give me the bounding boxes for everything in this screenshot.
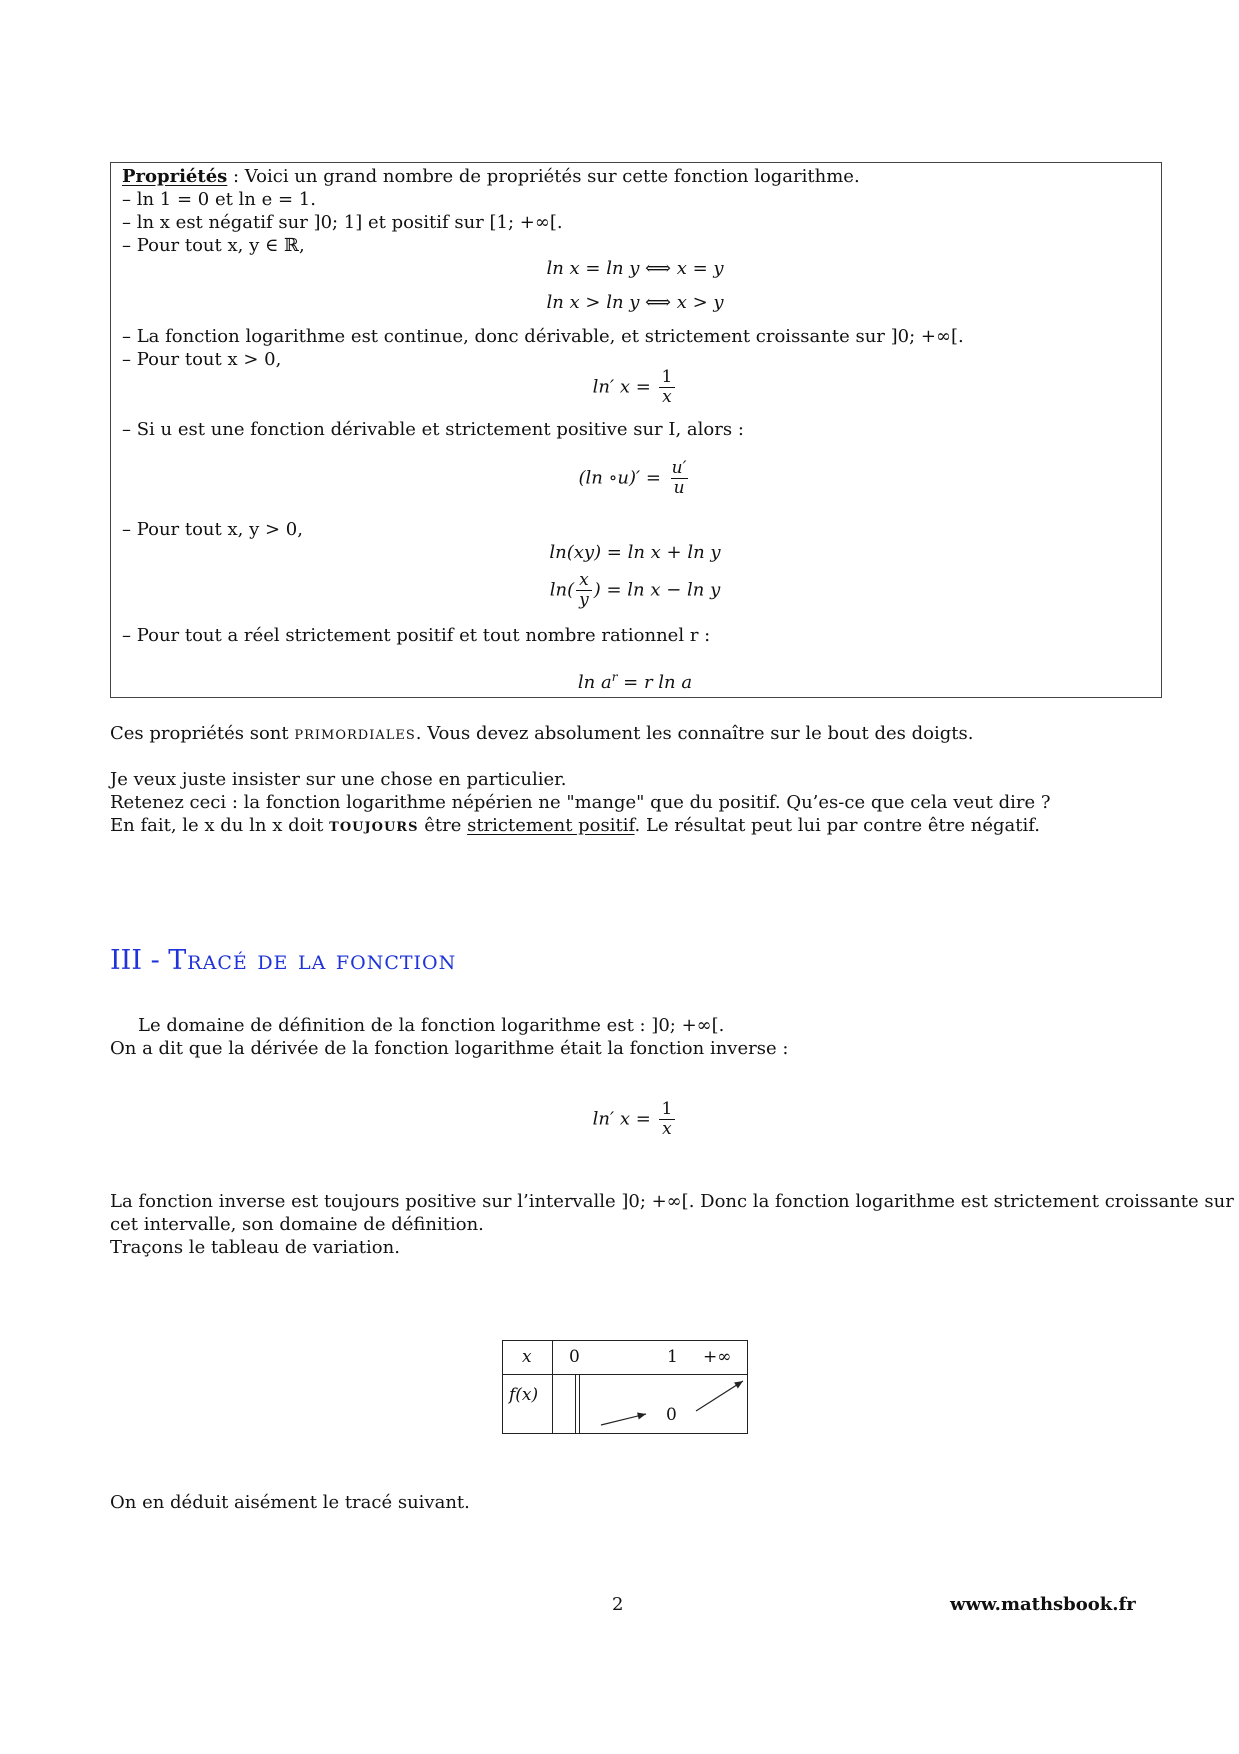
equation-derivative [110,368,1160,407]
equation-power-base: ln a [577,672,612,693]
emphasis-word: toujours [329,815,419,836]
equation-ln-greater: ln x > ln y ⟺ x > y [546,292,724,313]
property-item-3: – Pour tout x, y ∈ ℝ, [122,235,305,256]
fraction-denominator: u [671,478,688,498]
equation-power-exponent: r [611,670,618,684]
text-span: Ces propriétés sont [110,723,295,744]
equation-derivative-left: ln′ x = [592,376,651,398]
property-item-8: – Pour tout a réel strictement positif et tout nombre rationnel r : [122,625,711,646]
equation-ln-power [110,666,1160,694]
text-span: En fait, le x du ln x doit [110,815,330,836]
site-url[interactable]: www.mathsbook.fr [950,1594,1136,1615]
properties-heading-line [122,165,860,188]
paragraph-en-fait [110,814,1040,837]
table-x-value-0: 0 [569,1347,580,1367]
fraction-denominator: x [659,387,675,407]
table-row-label-x: x [522,1347,532,1367]
fraction [576,571,592,610]
section-paragraph-derivative: On a dit que la dérivée de la fonction logarithme était la fonction inverse : [110,1038,789,1059]
fraction-numerator: x [579,570,589,590]
property-item-1: – ln 1 = 0 et ln e = 1. [122,189,316,210]
table-x-value-infinity: +∞ [703,1347,732,1367]
text-span: être [418,815,468,836]
property-item-7: – Pour tout x, y > 0, [122,519,303,540]
section-paragraph-domain: Le domaine de définition de la fonction logarithme est : ]0; +∞[. [138,1015,725,1036]
equation-ln-product: ln(xy) = ln x + ln y [549,542,721,563]
section-title [110,945,456,976]
variation-arrows [503,1341,747,1433]
paragraph-insist: Je veux juste insister sur une chose en particulier. [110,769,567,790]
increasing-arrow-icon [696,1381,743,1411]
variation-table [502,1340,748,1434]
equation-quotient-left: ln( [549,579,575,601]
text-span: . Vous devez absolument les connaître sur le bout des doigts. [415,723,974,744]
paragraph-primordiales [110,722,973,745]
property-item-4: – La fonction logarithme est continue, donc dérivable, et strictement croissante sur ]0; +∞[. [122,326,964,347]
table-row-label-fx: f(x) [509,1385,539,1405]
section-paragraph-tableau: Traçons le tableau de variation. [110,1237,400,1258]
fraction [669,459,690,498]
table-f-value-at-1: 0 [666,1405,677,1425]
table-x-value-1: 1 [667,1347,678,1367]
fraction-numerator: 1 [661,1099,673,1119]
fraction-numerator: u′ [671,458,687,478]
properties-heading: Propriétés [122,166,228,187]
section-equation-left: ln′ x = [592,1108,651,1130]
section-equation-derivative [110,1100,1160,1139]
equation-ln-equal: ln x = ln y ⟺ x = y [546,258,724,279]
section-title-text: Tracé de la fonction [168,945,457,976]
section-paragraph-interval: cet intervalle, son domaine de définition. [110,1214,484,1235]
properties-intro: : Voici un grand nombre de propriétés sur cette fonction logarithme. [227,166,860,187]
fraction-denominator: y [576,590,592,610]
fraction [659,368,676,407]
property-item-5: – Pour tout x > 0, [122,349,282,370]
equation-composite-left: (ln ∘u)′ = [578,467,661,489]
small-caps-word: primordiales [294,723,416,744]
increasing-arrow-icon [601,1414,646,1425]
property-item-2: – ln x est négatif sur ]0; 1] et positif sur [1; +∞[. [122,212,563,233]
property-item-6: – Si u est une fonction dérivable et strictement positive sur I, alors : [122,419,744,440]
section-paragraph-inverse: La fonction inverse est toujours positive sur l’intervalle ]0; +∞[. Donc la fonction logarithme est strictement croissante sur [110,1191,1234,1212]
equation-ln-quotient [110,571,1160,610]
underlined-phrase: strictement positif [467,815,635,836]
equation-composite-derivative [110,459,1160,498]
text-span: . Le résultat peut lui par contre être négatif. [634,815,1040,836]
fraction-denominator: x [659,1119,675,1139]
fraction [659,1100,676,1139]
paragraph-retenez: Retenez ceci : la fonction logarithme népérien ne "mange" que du positif. Qu’es-ce que cela veut dire ? [110,792,1051,813]
section-number: III - [110,945,160,976]
page-number: 2 [612,1594,624,1615]
equation-power-right: = r ln a [617,672,693,693]
equation-quotient-right: ) = ln x − ln y [593,579,721,601]
section-paragraph-deduit: On en déduit aisément le tracé suivant. [110,1492,470,1513]
fraction-numerator: 1 [661,367,673,387]
